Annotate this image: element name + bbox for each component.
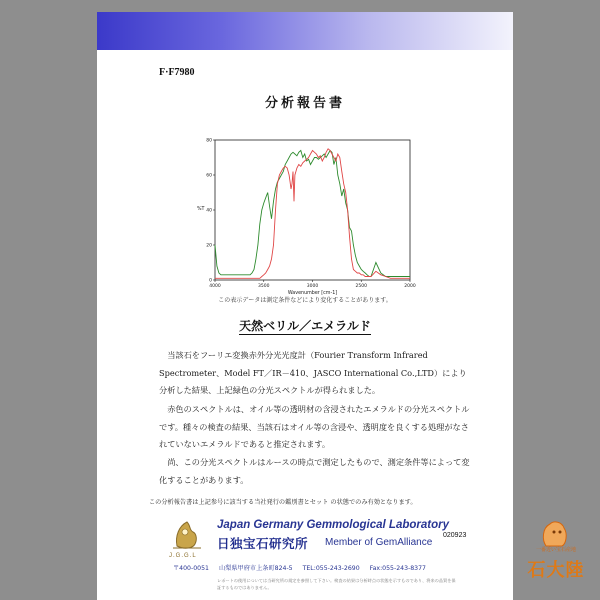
spectrum-line-1 — [215, 151, 410, 277]
header-band — [97, 12, 513, 50]
telephone: TEL:055-243-2690 — [302, 565, 360, 572]
lab-logo-text: J.G.G.L — [169, 553, 197, 559]
ir-spectrum-chart — [195, 132, 417, 296]
y-tick-label: 60 — [206, 173, 212, 179]
lab-name-japanese: 日独宝石研究所 — [217, 536, 309, 551]
x-tick-label: 2000 — [404, 284, 416, 289]
report-code: 020923 — [443, 532, 467, 539]
validity-note: この分析報告書は上記参号に該当する当社発行の鑑別書とセット の状態でのみ有効となります。 — [149, 499, 417, 506]
chart-disclaimer: この表示データは測定条件などにより変化することがあります。 — [218, 297, 392, 304]
shop-name: 石大陸 — [527, 560, 585, 581]
address: 山梨県甲府市上条町824-5 — [218, 565, 293, 572]
stone-name: 天然ベリル／エメラルド — [239, 319, 371, 333]
x-tick-label: 2500 — [355, 284, 367, 289]
lab-address-line — [173, 563, 434, 572]
lab-membership: Member of GemAlliance — [325, 537, 433, 548]
y-tick-label: 40 — [206, 208, 212, 214]
reference-number: F·F7980 — [159, 67, 195, 78]
shop-logo — [512, 516, 600, 600]
x-tick-label: 4000 — [209, 284, 221, 289]
report-sheet — [97, 12, 513, 600]
lab-name-english: Japan Germany Gemmological Laboratory — [217, 519, 449, 531]
fax: Fax:055-243-8377 — [369, 565, 426, 572]
x-axis-label: Wavenumber [cm-1] — [287, 291, 338, 296]
paragraph-method: 当該石をフーリエ変換赤外分光光度計（Fourier Transform Infrared Spectrometer、Model FT／IR－410、JASCO International Co.,LTD）により分析した結果、上記緑色の分光スペクトルが得られました。 — [159, 350, 467, 395]
y-tick-label: 0 — [209, 278, 212, 284]
x-tick-label: 3000 — [306, 284, 319, 289]
x-tick-label: 3500 — [258, 284, 270, 289]
paragraph-note: 尚、この分光スペクトルはルースの時点で測定したもので、測定条件等によって変化することがあります。 — [159, 457, 470, 485]
shop-tagline: 一番近い宝石産地 — [535, 547, 576, 553]
fine-print: レポートの使用については当研究所の規定を参照して下さい。検査の結果は分析時点の状態を示すものであり、将来の品質を保証するものではありません。 — [217, 578, 456, 590]
report-title: 分析報告書 — [264, 96, 345, 111]
shop-mascot-icon — [512, 516, 600, 550]
paragraph-result: 赤色のスペクトルは、オイル等の透明材の含浸されたエメラルドの分光スペクトルです。種々の検査の結果、当該石はオイル等の含浸や、透明度を良くする処理がなされていないエメラルドであると推定されます。 — [159, 404, 470, 449]
postal-code: 〒400-0051 — [173, 565, 209, 572]
spectrum-line-2 — [215, 149, 410, 278]
y-tick-label: 80 — [206, 138, 212, 144]
y-tick-label: 20 — [206, 243, 212, 249]
y-axis-label: %T — [197, 207, 205, 212]
stone-identification — [97, 317, 513, 334]
